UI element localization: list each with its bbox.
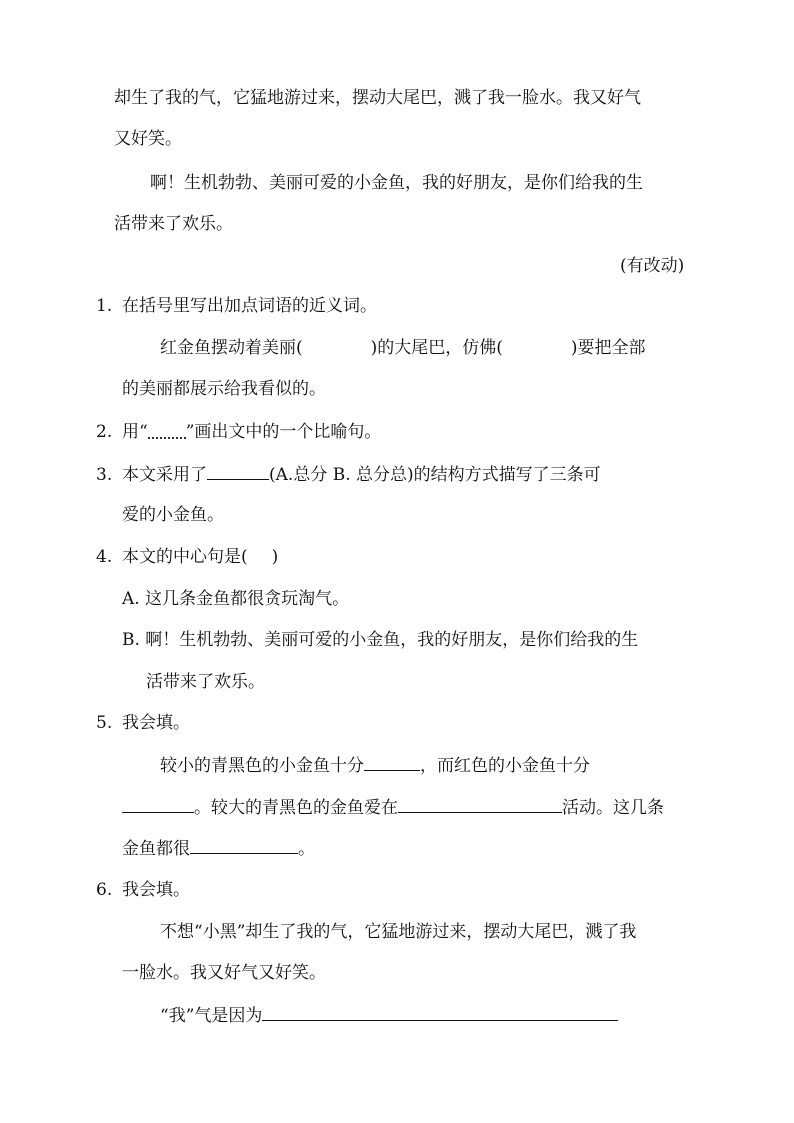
question-3-cont: 爱的小金鱼。	[122, 505, 224, 525]
question-1-sentence-cont: 的美丽都展示给我看似的。	[122, 379, 326, 399]
question-5	[96, 711, 190, 735]
sentence-text: 。较大的青黑色的金鱼爱在	[194, 798, 398, 818]
question-number: 5.	[96, 713, 113, 733]
question-prompt: )	[271, 547, 279, 567]
option-b[interactable]: B. 啊！生机勃勃、美丽可爱的小金鱼，我的好朋友，是你们给我的生	[122, 630, 639, 650]
sentence-text: )的大尾巴，仿佛(	[370, 338, 503, 358]
passage-line: 又好笑。	[114, 129, 182, 149]
sentence-text: ，而红色的小金鱼十分	[420, 756, 590, 776]
question-number: 3.	[96, 465, 113, 485]
passage-line: 活带来了欢乐。	[114, 214, 233, 234]
sentence-text: “我”气是因为	[160, 1006, 263, 1026]
answer-blank[interactable]	[122, 795, 194, 813]
question-2	[96, 420, 381, 444]
sentence-text: 活动。这几条	[562, 798, 664, 818]
question-number: 4.	[96, 547, 113, 567]
option-b-cont: 活带来了欢乐。	[146, 672, 265, 692]
question-prompt: 我会填。	[122, 880, 190, 900]
sentence-text: )要把全部	[570, 338, 646, 358]
question-3	[96, 462, 601, 486]
question-prompt: 本文采用了	[122, 465, 207, 485]
option-a[interactable]: A. 这几条金鱼都很贪玩淘气。	[122, 589, 350, 609]
answer-blank[interactable]	[207, 462, 269, 480]
wavy-line-symbol	[148, 427, 186, 439]
sentence-text: 金鱼都很	[122, 839, 190, 859]
sentence-text: 。	[298, 839, 315, 859]
question-prompt: 用“	[122, 422, 148, 442]
answer-blank[interactable]	[398, 795, 562, 813]
question-1	[96, 294, 377, 318]
question-number: 1.	[96, 296, 113, 316]
passage-line: 啊！生机勃勃、美丽可爱的小金鱼，我的好朋友，是你们给我的生	[150, 173, 643, 193]
question-6-fill	[160, 1003, 618, 1027]
question-1-sentence	[160, 336, 646, 360]
question-prompt: 在括号里写出加点词语的近义词。	[122, 296, 377, 316]
question-prompt: (A.总分 B. 总分总)的结构方式描写了三条可	[269, 465, 601, 485]
answer-blank[interactable]	[190, 836, 298, 854]
question-5-line-3	[122, 836, 315, 860]
question-number: 6.	[96, 880, 113, 900]
question-prompt: 本文的中心句是(	[122, 547, 248, 567]
passage-line: 却生了我的气，它猛地游过来，摆动大尾巴，溅了我一脸水。我又好气	[114, 88, 641, 108]
sentence-text: 较小的青黑色的小金鱼十分	[160, 756, 364, 776]
question-5-line-1	[160, 753, 590, 777]
question-prompt: ”画出文中的一个比喻句。	[185, 422, 382, 442]
question-6	[96, 878, 190, 902]
question-5-line-2	[122, 795, 664, 819]
question-6-quote: 不想“小黑”却生了我的气，它猛地游过来，摆动大尾巴，溅了我	[160, 922, 637, 942]
answer-blank[interactable]	[364, 753, 420, 771]
source-note: (有改动)	[620, 256, 685, 276]
sentence-text: 红金鱼摆动着美丽(	[160, 338, 303, 358]
question-number: 2.	[96, 422, 113, 442]
question-4	[96, 545, 278, 569]
question-prompt: 我会填。	[122, 713, 190, 733]
answer-blank[interactable]	[262, 1003, 618, 1021]
question-6-quote-cont: 一脸水。我又好气又好笑。	[122, 963, 326, 983]
